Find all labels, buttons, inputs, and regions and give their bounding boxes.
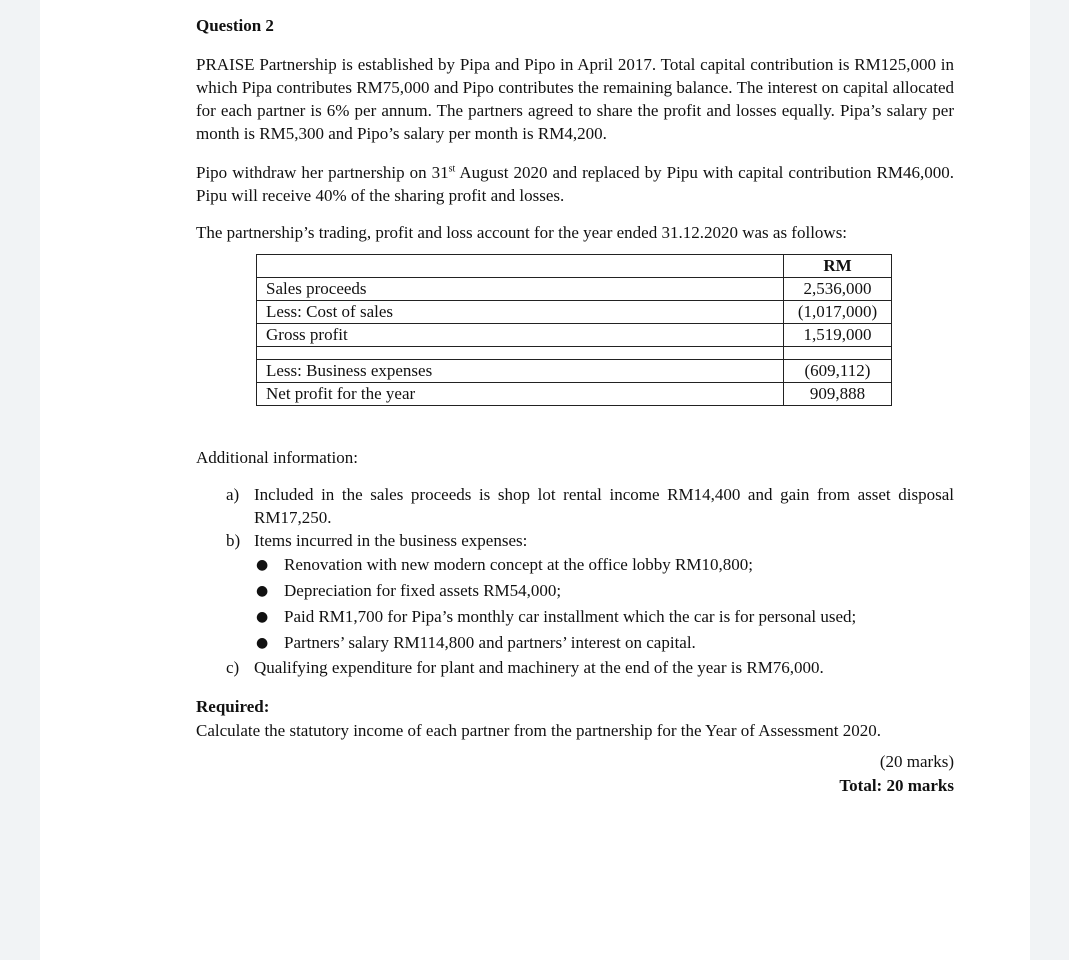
bullet-text: Renovation with new modern concept at the office lobby RM10,800; <box>284 555 753 574</box>
row-amount: 1,519,000 <box>784 324 892 347</box>
row-amount: 2,536,000 <box>784 278 892 301</box>
bullet-item <box>254 552 954 578</box>
item-text: Included in the sales proceeds is shop lot rental income RM14,400 and gain from asset disposal RM17,250. <box>254 485 954 527</box>
expense-bullet-list <box>254 552 954 656</box>
marks-block <box>196 750 954 798</box>
list-item <box>196 483 954 529</box>
table-spacer-row <box>257 347 892 360</box>
bullet-text: Partners’ salary RM114,800 and partners’ interest on capital. <box>284 633 696 652</box>
bullet-icon: ● <box>256 635 269 651</box>
spacer-cell <box>784 347 892 360</box>
marks-label: (20 marks) <box>879 752 954 771</box>
withdrawal-text-end: August 2020 and replaced by Pipu with capital contribution RM46,000. Pipu will receive 40% of the sharing profit and losses. <box>196 163 954 205</box>
item-letter: b) <box>226 531 241 550</box>
row-label: Less: Cost of sales <box>257 301 784 324</box>
table-row <box>257 301 892 324</box>
table-header-row <box>257 255 892 278</box>
withdrawal-text-start: Pipo withdraw her partnership on 31 <box>196 163 449 182</box>
bullet-text: Depreciation for fixed assets RM54,000; <box>284 581 562 600</box>
required-title: Required: <box>196 697 270 716</box>
account-intro-paragraph: The partnership’s trading, profit and loss account for the year ended 31.12.2020 was as follows: <box>196 223 848 242</box>
ordinal-suffix: st <box>448 163 456 175</box>
currency-header: RM <box>784 255 892 278</box>
bullet-icon: ● <box>256 557 269 573</box>
table-row <box>257 324 892 347</box>
bullet-text: Paid RM1,700 for Pipa’s monthly car installment which the car is for personal used; <box>284 607 857 626</box>
bullet-item <box>254 578 954 604</box>
intro-paragraph: PRAISE Partnership is established by Pipa and Pipo in April 2017. Total capital contribution is RM125,000 in which Pipa contributes RM75,000 and Pipo contributes the remaining balance. The interest on capital allocated for each partner is 6% per annum. The partners agreed to share the profit and losses equally. Pipa’s salary per month is RM5,300 and Pipo’s salary per month is RM4,200. <box>196 55 954 143</box>
row-amount: (609,112) <box>784 360 892 383</box>
list-item <box>196 656 954 679</box>
additional-info-title: Additional information: <box>196 448 358 467</box>
question-title: Question 2 <box>196 16 274 35</box>
row-label: Gross profit <box>257 324 784 347</box>
list-item <box>196 529 954 656</box>
row-label: Less: Business expenses <box>257 360 784 383</box>
bullet-item <box>254 604 954 630</box>
required-text: Calculate the statutory income of each partner from the partnership for the Year of Assessment 2020. <box>196 721 881 740</box>
item-text: Items incurred in the business expenses: <box>254 531 528 550</box>
item-text: Qualifying expenditure for plant and machinery at the end of the year is RM76,000. <box>254 658 824 677</box>
item-letter: c) <box>226 658 240 677</box>
bullet-icon: ● <box>256 583 269 599</box>
row-label: Net profit for the year <box>257 383 784 406</box>
item-letter: a) <box>226 485 240 504</box>
profit-loss-table <box>256 254 892 406</box>
bullet-item <box>254 630 954 656</box>
row-amount: (1,017,000) <box>784 301 892 324</box>
table-header-blank-cell <box>257 255 784 278</box>
bullet-icon: ● <box>256 609 269 625</box>
spacer-cell <box>257 347 784 360</box>
row-label: Sales proceeds <box>257 278 784 301</box>
withdrawal-paragraph <box>196 161 954 207</box>
question-content <box>196 14 954 798</box>
row-amount: 909,888 <box>784 383 892 406</box>
additional-info-list <box>196 483 954 679</box>
table-row <box>257 383 892 406</box>
table-row <box>257 360 892 383</box>
table-row <box>257 278 892 301</box>
document-page <box>40 0 1030 960</box>
total-marks-label: Total: 20 marks <box>839 776 954 795</box>
